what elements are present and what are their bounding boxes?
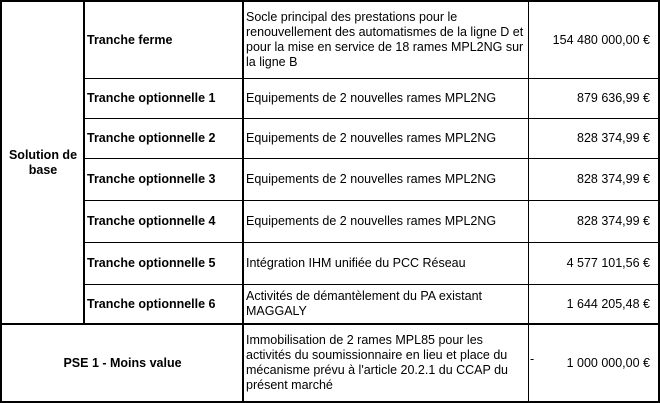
description-text: Immobilisation de 2 rames MPL85 pour les activités du soumissionnaire en lieu et place du mécanisme prévu à l'article 20.2.1 du CCAP du présent marché [246, 333, 509, 392]
amount-text: 879 636,99 € [577, 90, 650, 105]
row-description [243, 2, 528, 78]
column-divider [528, 0, 529, 403]
amount-text: 4 577 101,56 € [566, 255, 650, 270]
row-description [243, 284, 528, 324]
row-description [243, 325, 528, 401]
group-label: Solution de base [8, 148, 78, 177]
description-text: Equipements de 2 nouvelles rames MPL2NG [246, 213, 497, 228]
row-label: Tranche optionnelle 1 [87, 90, 216, 105]
row-label-tranche-optionnelle-2 [84, 118, 243, 158]
description-text: Equipements de 2 nouvelles rames MPL2NG [246, 171, 497, 186]
row-divider [83, 200, 660, 201]
column-divider [242, 0, 244, 403]
row-amount [528, 284, 658, 324]
row-divider [83, 158, 660, 159]
group-solution-de-base [2, 2, 84, 324]
row-label: PSE 1 - Moins value [63, 355, 182, 370]
row-label: Tranche optionnelle 6 [87, 296, 216, 311]
row-amount [528, 118, 658, 158]
row-amount [528, 242, 658, 284]
row-description [243, 118, 528, 158]
amount-sign: - [530, 352, 535, 366]
row-divider [83, 118, 660, 119]
amount-text: 1 000 000,00 € [566, 355, 650, 370]
row-description [243, 242, 528, 284]
row-label-tranche-optionnelle-6 [84, 284, 243, 324]
row-amount [528, 158, 658, 200]
row-divider [83, 78, 660, 79]
row-label-tranche-optionnelle-1 [84, 78, 243, 118]
row-label: Tranche optionnelle 2 [87, 130, 216, 145]
amount-text: 154 480 000,00 € [552, 32, 650, 47]
table-border-left [0, 0, 2, 403]
row-label-tranche-optionnelle-4 [84, 200, 243, 242]
description-text: Equipements de 2 nouvelles rames MPL2NG [246, 90, 497, 105]
description-text: Equipements de 2 nouvelles rames MPL2NG [246, 130, 497, 145]
amount-text: 828 374,99 € [577, 171, 650, 186]
row-amount [528, 200, 658, 242]
row-label-tranche-optionnelle-3 [84, 158, 243, 200]
row-label: Tranche optionnelle 3 [87, 171, 216, 186]
row-divider [83, 284, 660, 285]
row-label-pse-1 [2, 325, 243, 401]
row-description [243, 200, 528, 242]
row-amount [528, 2, 658, 78]
section-divider [0, 323, 660, 325]
description-text: Intégration IHM unifiée du PCC Réseau [246, 255, 466, 270]
column-divider [83, 0, 85, 325]
row-amount [528, 78, 658, 118]
row-label-tranche-optionnelle-5 [84, 242, 243, 284]
row-label: Tranche optionnelle 4 [87, 213, 216, 228]
amount-text: 828 374,99 € [577, 130, 650, 145]
row-label: Tranche optionnelle 5 [87, 255, 216, 270]
row-description [243, 158, 528, 200]
description-text: Socle principal des prestations pour le renouvellement des automatismes de la ligne D et pour la mise en service de 18 rames MPL2NG sur la ligne B [246, 10, 524, 69]
description-text: Activités de démantèlement du PA existant MAGGALY [246, 289, 483, 318]
row-label: Tranche ferme [87, 32, 173, 47]
row-divider [83, 242, 660, 243]
row-description [243, 78, 528, 118]
row-amount [528, 325, 658, 401]
amount-text: 828 374,99 € [577, 213, 650, 228]
amount-text: 1 644 205,48 € [566, 296, 650, 311]
table-border-top [0, 0, 660, 2]
row-label-tranche-ferme [84, 2, 243, 78]
